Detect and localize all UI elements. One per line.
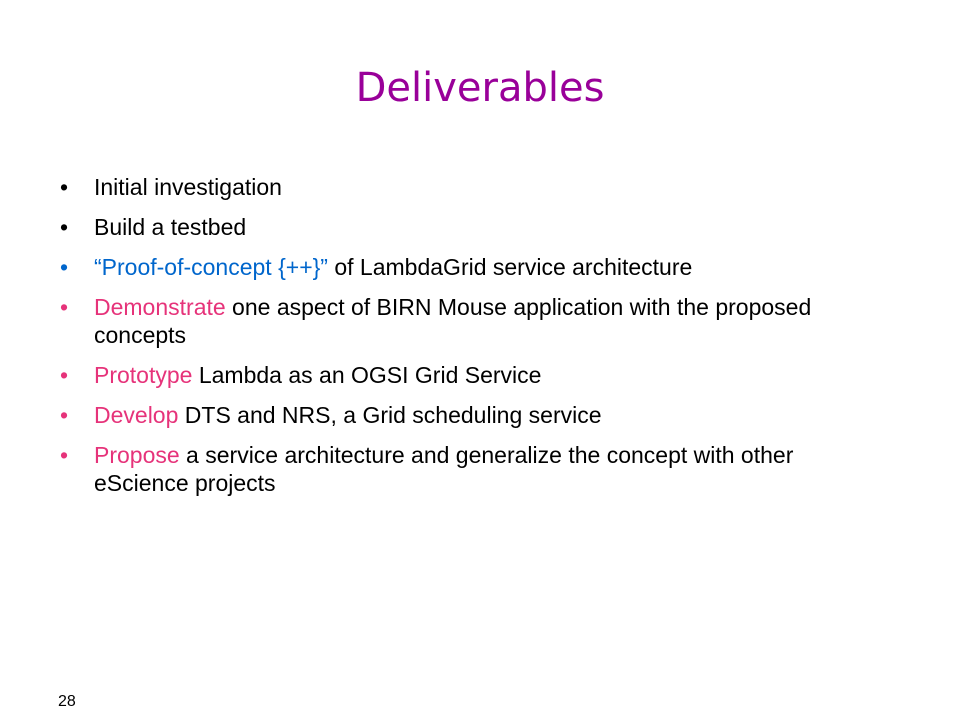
bullet-dot-icon: • (60, 174, 69, 200)
bullet-item-initial-investigation (60, 173, 880, 201)
bullet-item-propose (60, 441, 880, 497)
bullet-highlight: Develop (94, 402, 179, 428)
bullet-highlight: Prototype (94, 362, 193, 388)
bullet-highlight: Propose (94, 442, 180, 468)
bullet-dot-icon: • (60, 442, 69, 468)
bullet-item-demonstrate (60, 293, 880, 349)
bullet-text: Initial investigation (94, 174, 282, 200)
bullet-text: a service architecture and generalize the concept with other eScience projects (94, 442, 794, 496)
bullet-dot-icon: • (60, 294, 69, 320)
bullet-dot-icon: • (60, 254, 69, 280)
bullet-item-proof-of-concept (60, 253, 880, 281)
bullet-dot-icon: • (60, 362, 69, 388)
bullet-text: DTS and NRS, a Grid scheduling service (178, 402, 602, 428)
bullet-text: Lambda as an OGSI Grid Service (192, 362, 542, 388)
bullet-highlight: Demonstrate (94, 294, 226, 320)
bullet-item-build-testbed (60, 213, 880, 241)
bullet-item-develop (60, 401, 880, 429)
bullet-item-prototype (60, 361, 880, 389)
bullet-text: of LambdaGrid service architecture (327, 254, 693, 280)
bullet-dot-icon: • (60, 402, 69, 428)
slide-title: Deliverables (355, 65, 605, 111)
bullet-text: one aspect of BIRN Mouse application with the proposed concepts (94, 294, 812, 348)
bullet-text: Build a testbed (94, 214, 247, 240)
bullet-list (60, 173, 880, 509)
page-number: 28 (58, 693, 76, 710)
bullet-dot-icon: • (60, 214, 69, 240)
bullet-highlight: “Proof-of-concept {++}” (94, 254, 328, 280)
